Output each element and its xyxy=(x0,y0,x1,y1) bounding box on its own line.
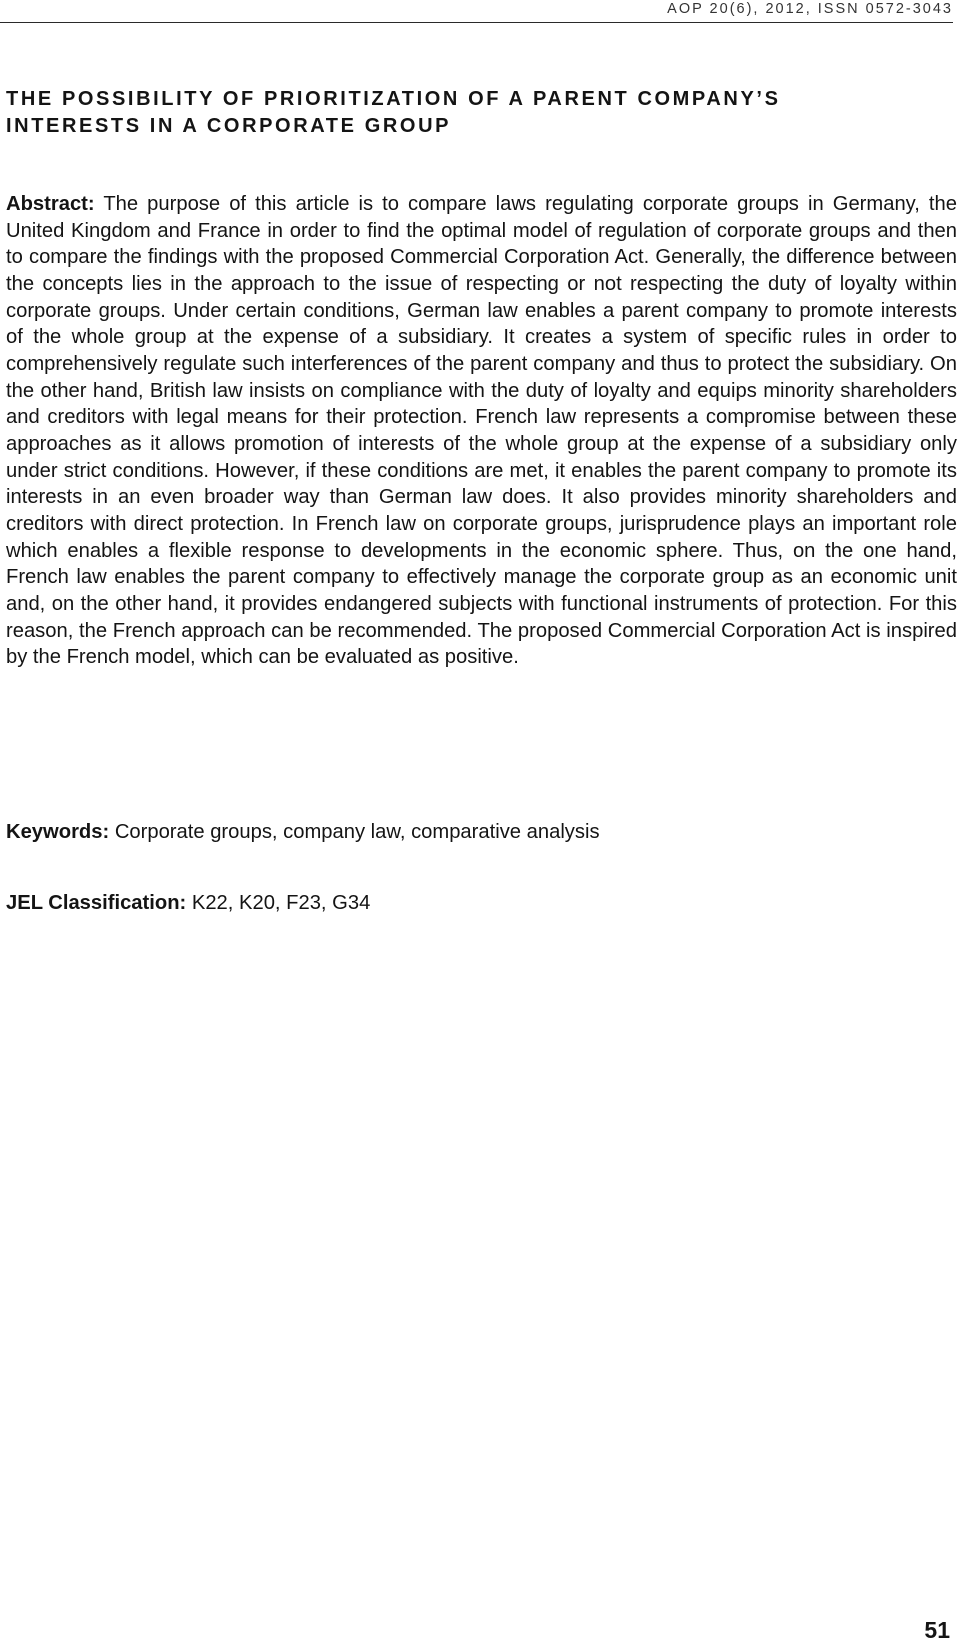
jel-codes: K22, K20, F23, G34 xyxy=(191,892,371,914)
running-header xyxy=(0,0,953,23)
title-line-2: INTERESTS IN A CORPORATE GROUP xyxy=(6,115,452,137)
article-title xyxy=(6,86,906,140)
title-line-1: THE POSSIBILITY OF PRIORITIZATION OF A PARENT COMPANY’S xyxy=(6,88,781,110)
abstract-label: Abstract: xyxy=(6,193,95,215)
abstract-text: The purpose of this article is to compare laws regulating corporate groups in Germany, the United Kingdom and France in order to find the optimal model of regulation of corporate groups and then to compare the findings with the proposed Commercial Corporation Act. Generally, the difference between the concepts lies in the approach to the issue of respecting or not respecting the duty of loyalty within corporate groups. Under certain conditions, German law enables a parent company to promote interests of the whole group at the expense of a subsidiary. It creates a system of specific rules in order to comprehensively regulate such interferences of the parent company and thus to protect the subsidiary. On the other hand, British law insists on compliance with the duty of loyalty and equips minority shareholders and creditors with legal means for their protection. French law represents a compromise between these approaches as it allows promotion of interests of the whole group at the expense of a subsidiary only under strict conditions. However, if these conditions are met, it enables the parent company to promote its interests in an even broader way than German law does. It also provides minority shareholders and creditors with direct protection. In French law on corporate groups, jurisprudence plays an important role which enables a flexible response to developments in the economic sphere. Thus, on the one hand, French law enables the parent company to effectively manage the corporate group as an economic unit and, on the other hand, it provides endangered subjects with functional instruments of protection. For this reason, the French approach can be recommended. The proposed Commercial Corporation Act is inspired by the French model, which can be evaluated as positive. xyxy=(6,193,957,669)
keywords-text: Corporate groups, company law, comparative analysis xyxy=(114,821,600,843)
keywords-label: Keywords: xyxy=(6,821,110,843)
journal-reference: AOP 20(6), 2012, ISSN 0572-3043 xyxy=(667,1,953,17)
jel-classification-line xyxy=(6,890,370,916)
jel-label: JEL Classification: xyxy=(6,892,187,914)
page-number: 51 xyxy=(924,1617,950,1643)
keywords-line xyxy=(6,819,600,845)
abstract-paragraph xyxy=(6,191,957,671)
